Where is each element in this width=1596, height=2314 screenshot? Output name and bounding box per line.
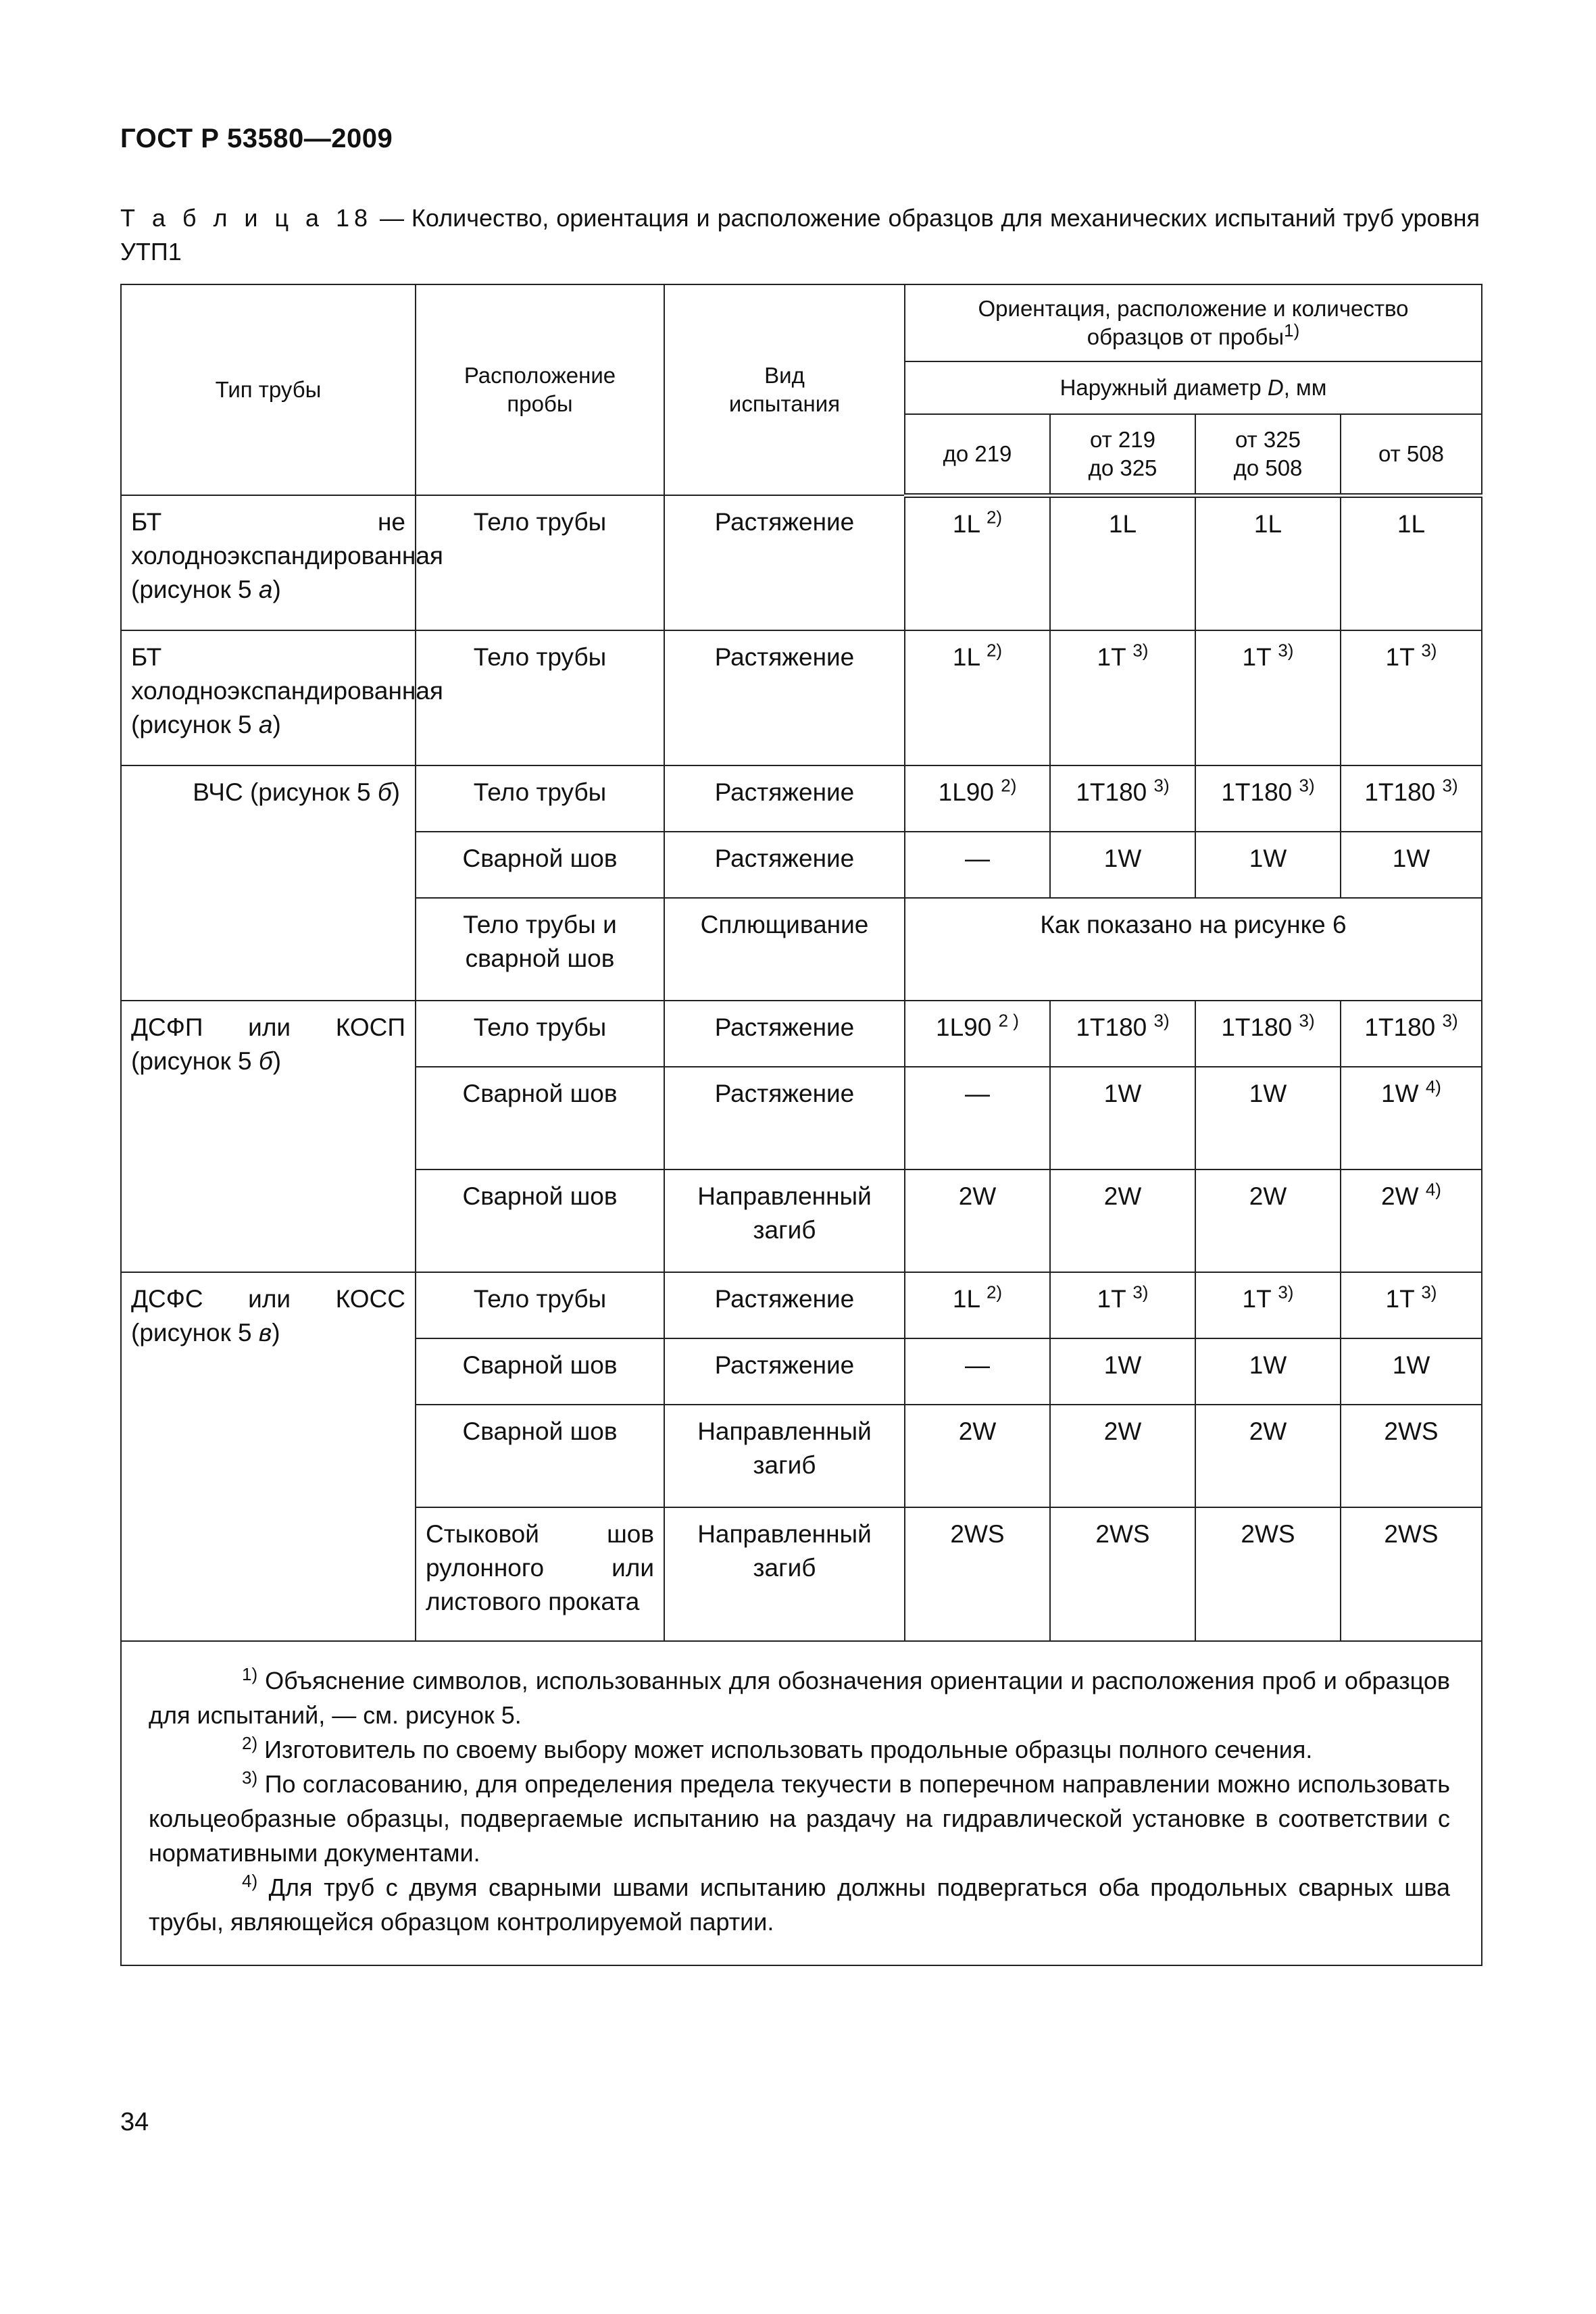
cell-value-text: 1T <box>1385 643 1415 671</box>
note-2-text: Изготовитель по своему выбору может использовать продольные образцы полного сечения. <box>257 1736 1313 1763</box>
note-2 <box>149 1732 1450 1767</box>
header-d3 <box>1195 414 1341 495</box>
cell-sample-location: Сварной шов <box>416 1169 664 1272</box>
caption-label: Т а б л и ц а 18 <box>120 204 373 232</box>
cell-value-footnote: 3) <box>1421 640 1437 661</box>
cell-sample-location: Сварной шов <box>416 1067 664 1169</box>
cell-value-text: 1W <box>1103 1080 1142 1107</box>
cell-value-footnote: 3) <box>1132 1282 1149 1303</box>
cell-value-footnote: 2) <box>1001 775 1017 796</box>
cell-value <box>905 495 1050 630</box>
cell-value-footnote: 3) <box>1421 1282 1437 1303</box>
cell-value <box>905 1169 1050 1272</box>
cell-value <box>1195 630 1341 765</box>
cell-value <box>1050 1169 1195 1272</box>
cell-value-text: 2W <box>958 1417 997 1445</box>
note-3-mark: 3) <box>242 1767 258 1788</box>
cell-value-text: 2WS <box>1095 1520 1150 1548</box>
header-d3-from: от 325 <box>1235 426 1301 452</box>
cell-value <box>905 1338 1050 1405</box>
cell-value-footnote: 3) <box>1299 775 1315 796</box>
cell-value-text: 1W <box>1249 845 1287 872</box>
cell-value <box>1050 1507 1195 1641</box>
cell-value <box>1341 1272 1482 1338</box>
cell-value-text: 2W <box>1381 1182 1419 1210</box>
cell-value <box>905 1001 1050 1067</box>
cell-value-footnote: 3) <box>1442 1010 1458 1031</box>
cell-test-type: Растяжение <box>664 1272 905 1338</box>
note-4-mark: 4) <box>242 1871 258 1891</box>
cell-value-text: 2W <box>1103 1182 1142 1210</box>
cell-value <box>905 832 1050 898</box>
cell-value <box>1195 1405 1341 1507</box>
cell-value-text: 1T180 <box>1364 778 1436 806</box>
cell-value <box>1050 495 1195 630</box>
cell-value-footnote: 2) <box>986 640 1003 661</box>
cell-value <box>1195 1001 1341 1067</box>
note-2-mark: 2) <box>242 1733 258 1753</box>
cell-value-text: 1L <box>952 509 980 538</box>
cell-value <box>1341 765 1482 832</box>
cell-value-footnote: 3) <box>1153 775 1170 796</box>
cell-value <box>1195 1507 1341 1641</box>
header-orientation-sup: 1) <box>1284 320 1300 341</box>
cell-value <box>1341 1338 1482 1405</box>
cell-sample-location: Тело трубы <box>416 495 664 630</box>
table-body <box>121 495 1482 1641</box>
note-1-mark: 1) <box>242 1664 258 1684</box>
cell-sample-location: Тело трубы <box>416 1272 664 1338</box>
cell-value <box>1050 630 1195 765</box>
cell-test-type: Направленный загиб <box>664 1405 905 1507</box>
cell-pipe-type: БТ холодноэкспандированная (рисунок 5 а) <box>121 630 416 765</box>
cell-value-text: 1W <box>1392 845 1430 872</box>
cell-value-text: — <box>965 845 990 872</box>
cell-value-text: 1T <box>1097 643 1126 671</box>
table-row <box>121 765 1482 832</box>
cell-value-text: 1L <box>1253 509 1282 538</box>
cell-value-text: 1W <box>1381 1080 1419 1107</box>
cell-value-text: 1W <box>1103 1351 1142 1379</box>
cell-value <box>1341 1507 1482 1641</box>
cell-value <box>1341 1001 1482 1067</box>
cell-value <box>1341 495 1482 630</box>
cell-test-type: Сплющивание <box>664 898 905 1001</box>
cell-value-text: 2W <box>958 1182 997 1210</box>
header-orientation <box>905 284 1482 361</box>
samples-table <box>120 284 1482 1966</box>
cell-value-footnote: 3) <box>1278 640 1294 661</box>
cell-value-text: 1T180 <box>1364 1013 1436 1041</box>
cell-sample-location: Стыковой шов рулонного или листового проката <box>416 1507 664 1641</box>
cell-pipe-type: ДСФС или КОСС (рисунок 5 в) <box>121 1272 416 1641</box>
cell-value-text: 1T <box>1097 1285 1126 1313</box>
cell-value-text: 1W <box>1392 1351 1430 1379</box>
cell-value-footnote: 4) <box>1425 1076 1441 1097</box>
cell-sample-location: Тело трубы <box>416 1001 664 1067</box>
cell-value-text: 1W <box>1249 1080 1287 1107</box>
cell-value <box>1050 1405 1195 1507</box>
cell-test-type: Растяжение <box>664 1338 905 1405</box>
cell-value <box>1341 630 1482 765</box>
cell-value-footnote: 3) <box>1299 1010 1315 1031</box>
table-row <box>121 1001 1482 1067</box>
header-pipe-type: Тип трубы <box>121 284 416 495</box>
page-number: 34 <box>120 2108 149 2136</box>
cell-value <box>1341 1067 1482 1169</box>
table-caption <box>120 201 1480 269</box>
cell-value-footnote: 2 ) <box>998 1010 1019 1031</box>
cell-pipe-type: ДСФП или КОСП (рисунок 5 б) <box>121 1001 416 1272</box>
note-3 <box>149 1767 1450 1870</box>
cell-value <box>905 1405 1050 1507</box>
cell-value-text: 1T <box>1242 1285 1272 1313</box>
cell-test-type: Растяжение <box>664 495 905 630</box>
table-row <box>121 495 1482 630</box>
cell-pipe-type: БТ не холодноэкспандированная (рисунок 5 а) <box>121 495 416 630</box>
cell-value <box>1341 1405 1482 1507</box>
cell-value <box>1195 1338 1341 1405</box>
cell-value-text: 1L <box>952 1285 980 1313</box>
cell-value-text: 1W <box>1103 845 1142 872</box>
header-diameter: Наружный диаметр D, мм <box>905 361 1482 414</box>
cell-value <box>1050 1067 1195 1169</box>
header-d2-from: от 219 <box>1090 426 1155 452</box>
cell-value <box>1195 1067 1341 1169</box>
header-d4: от 508 <box>1341 414 1482 495</box>
cell-value-footnote: 3) <box>1132 640 1149 661</box>
cell-test-type: Растяжение <box>664 1001 905 1067</box>
cell-value-text: 1T180 <box>1221 778 1293 806</box>
cell-value-footnote: 3) <box>1278 1282 1294 1303</box>
cell-value <box>1195 1272 1341 1338</box>
cell-sample-location: Сварной шов <box>416 1338 664 1405</box>
note-3-text: По согласованию, для определения предела текучести в поперечном направлении можно использовать кольцеобразные образцы, подвергаемые испытанию на раздачу на гидравлической установке в соответствии с нормативными документами. <box>149 1770 1451 1867</box>
note-4 <box>149 1870 1450 1939</box>
cell-value-text: 1L90 <box>938 778 994 806</box>
cell-value <box>905 1272 1050 1338</box>
document-header: ГОСТ Р 53580—2009 <box>120 124 393 153</box>
header-d1: до 219 <box>905 414 1050 495</box>
cell-value-text: 1T180 <box>1221 1013 1293 1041</box>
cell-value-text: 2W <box>1249 1417 1287 1445</box>
cell-value <box>905 1067 1050 1169</box>
cell-value-text: 1T180 <box>1076 1013 1147 1041</box>
note-1-text: Объяснение символов, использованных для обозначения ориентации и расположения проб и образцов для испытаний, — см. рисунок 5. <box>149 1667 1451 1729</box>
header-orientation-text: Ориентация, расположение и количество образцов от пробы <box>978 296 1409 349</box>
header-d3-to: до 508 <box>1233 455 1303 480</box>
header-test-type: Вид испытания <box>664 284 905 495</box>
cell-value-text: 1W <box>1249 1351 1287 1379</box>
cell-value <box>1341 1169 1482 1272</box>
cell-value-footnote: 3) <box>1153 1010 1170 1031</box>
cell-sample-location: Тело трубы <box>416 765 664 832</box>
cell-value-text: — <box>965 1080 990 1107</box>
cell-value <box>905 765 1050 832</box>
cell-value <box>1195 765 1341 832</box>
cell-pipe-type: ВЧС (рисунок 5 б) <box>121 765 416 1001</box>
cell-value-footnote: 2) <box>986 1282 1003 1303</box>
cell-value-text: 2WS <box>1384 1520 1439 1548</box>
cell-value <box>905 630 1050 765</box>
cell-sample-location: Тело трубы и сварной шов <box>416 898 664 1001</box>
cell-value-text: 2W <box>1103 1417 1142 1445</box>
cell-value-text: 1T180 <box>1076 778 1147 806</box>
header-d2-to: до 325 <box>1088 455 1157 480</box>
cell-value <box>905 1507 1050 1641</box>
cell-value <box>1195 495 1341 630</box>
cell-value-footnote: 2) <box>986 507 1003 528</box>
cell-test-type: Растяжение <box>664 765 905 832</box>
table-notes <box>121 1641 1482 1965</box>
note-1 <box>149 1663 1450 1732</box>
cell-test-type: Направленный загиб <box>664 1507 905 1641</box>
cell-merged-value: Как показано на рисунке 6 <box>905 898 1482 1001</box>
cell-value <box>1050 832 1195 898</box>
table-row <box>121 630 1482 765</box>
cell-value-text: 2WS <box>950 1520 1005 1548</box>
cell-value <box>1050 1001 1195 1067</box>
caption-text: — Количество, ориентация и расположение образцов для механических испытаний труб уровня УТП1 <box>120 204 1480 266</box>
cell-sample-location: Тело трубы <box>416 630 664 765</box>
cell-test-type: Растяжение <box>664 630 905 765</box>
cell-value <box>1050 765 1195 832</box>
cell-value <box>1195 1169 1341 1272</box>
cell-value <box>1341 832 1482 898</box>
cell-value-text: 2WS <box>1241 1520 1295 1548</box>
cell-test-type: Растяжение <box>664 1067 905 1169</box>
table-row <box>121 1272 1482 1338</box>
cell-value <box>1195 832 1341 898</box>
cell-value-text: 1L <box>952 643 980 671</box>
note-4-text: Для труб с двумя сварными швами испытанию должны подвергаться оба продольных сварных шва трубы, являющейся образцом контролируемой партии. <box>149 1873 1451 1936</box>
cell-sample-location: Сварной шов <box>416 832 664 898</box>
cell-test-type: Направленный загиб <box>664 1169 905 1272</box>
cell-value-text: 2W <box>1249 1182 1287 1210</box>
header-sample-location: Расположение пробы <box>416 284 664 495</box>
header-d2 <box>1050 414 1195 495</box>
cell-value-footnote: 3) <box>1442 775 1458 796</box>
cell-value-text: 1L <box>1108 509 1137 538</box>
cell-value-text: 1T <box>1242 643 1272 671</box>
cell-value-text: 1L90 <box>936 1013 992 1041</box>
cell-test-type: Растяжение <box>664 832 905 898</box>
cell-value-footnote: 4) <box>1425 1179 1441 1200</box>
cell-value <box>1050 1272 1195 1338</box>
cell-value-text: 2WS <box>1384 1417 1439 1445</box>
cell-value-text: — <box>965 1351 990 1379</box>
cell-sample-location: Сварной шов <box>416 1405 664 1507</box>
cell-value-text: 1L <box>1397 509 1426 538</box>
cell-value-text: 1T <box>1385 1285 1415 1313</box>
cell-value <box>1050 1338 1195 1405</box>
